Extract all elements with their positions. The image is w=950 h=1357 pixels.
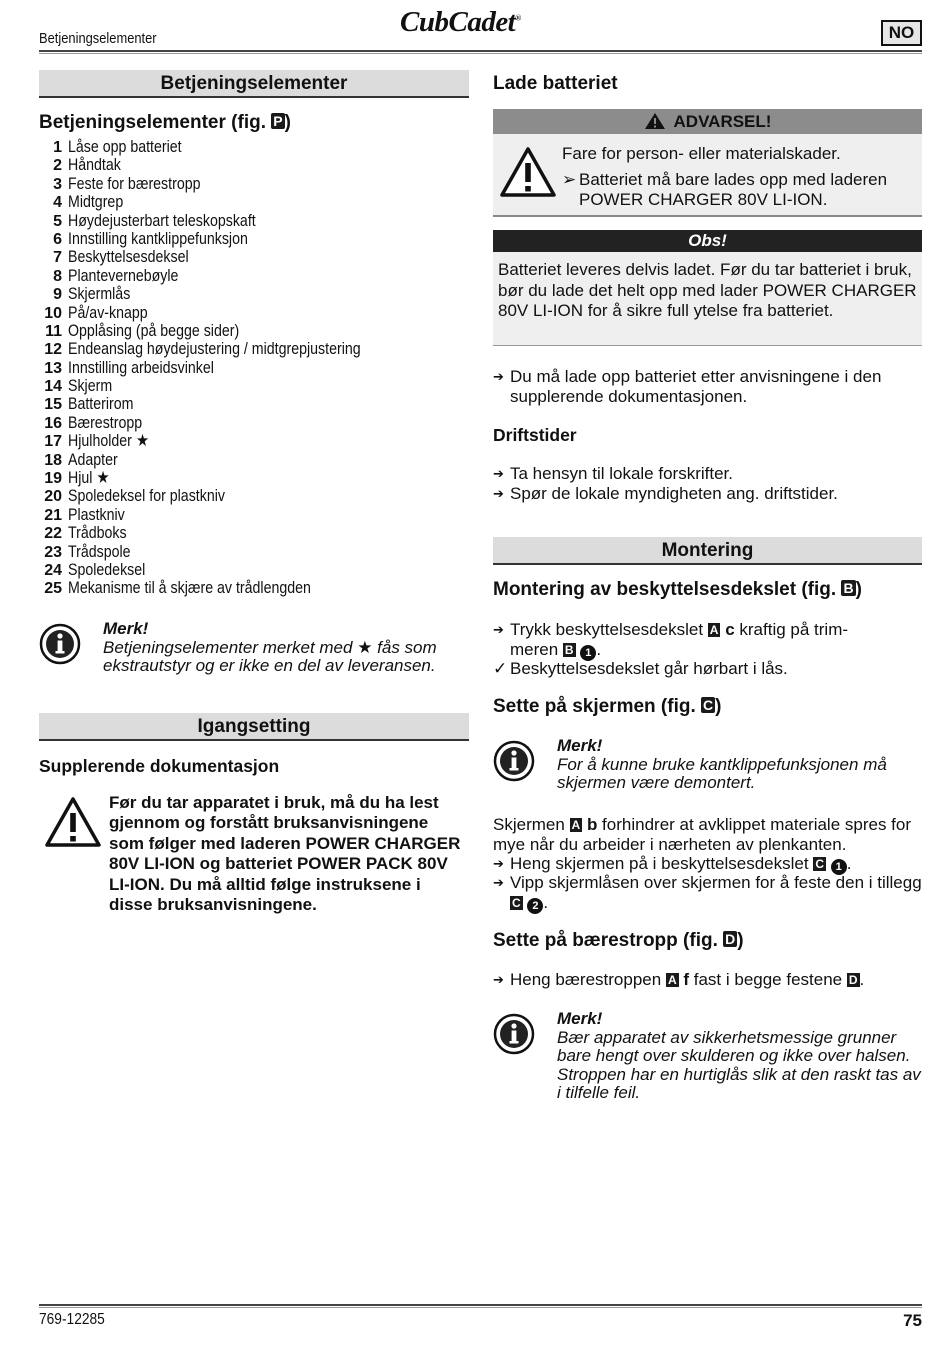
list-item (39, 193, 408, 211)
item-label: Plantevernebøyle (68, 266, 179, 285)
item-label: Skjermlås (68, 285, 131, 304)
info-icon (493, 740, 535, 782)
drift-heading: Driftstider (493, 425, 577, 445)
list-item (39, 156, 408, 174)
item-label: Spoledeksel (68, 560, 146, 579)
item-number: 22 (44, 525, 62, 543)
arrow-icon: ➔ (493, 467, 504, 482)
item-number: 3 (53, 175, 62, 193)
footer-rule (39, 1304, 922, 1308)
figure-tag: P (273, 113, 283, 129)
item-number: 23 (44, 543, 62, 561)
item-label: Innstilling kantklippefunksjon (68, 229, 248, 248)
figure-tag: C (703, 697, 714, 713)
screen-heading: Sette på skjermen (fig. C ) (493, 696, 722, 717)
section-bar-mounting: Montering (493, 537, 922, 565)
arrow-icon: ➔ (493, 857, 504, 872)
arrow-icon: ➔ (493, 623, 504, 638)
check-icon: ✓ (493, 659, 508, 678)
list-item (39, 212, 408, 230)
list-item (39, 561, 408, 579)
page-number: 75 (903, 1311, 922, 1330)
screen-step-2: ➔ Vipp skjermlåsen over skjermen for å feste den i tillegg C 2 . (493, 873, 922, 912)
drift-step-1: ➔ Ta hensyn til lokale forskrifter. (493, 464, 733, 483)
document-number: 769-12285 (39, 1311, 105, 1328)
item-number: 5 (53, 212, 62, 230)
arrow-icon: ➔ (493, 876, 504, 891)
note-title: Merk! (557, 1009, 603, 1028)
warning-box (493, 109, 922, 217)
language-badge: NO (881, 20, 922, 46)
item-number: 4 (53, 194, 62, 212)
item-label: Feste for bærestropp (68, 174, 201, 193)
warning-small-icon (644, 112, 666, 130)
brand-name: CubCadet (400, 6, 516, 38)
list-item (39, 359, 408, 377)
item-label: Trådspole (68, 542, 131, 561)
charge-step: ➔ Du må lade opp batteriet etter anvisningene i den supplerende dokumentasjonen. (493, 367, 882, 406)
list-item (39, 248, 408, 266)
chevron-icon: ➢ (562, 170, 577, 189)
item-label: Hjul ★ (68, 468, 110, 488)
item-number: 10 (44, 304, 62, 322)
warning-icon (499, 146, 557, 198)
info-icon (493, 1013, 535, 1055)
warning-title: ADVARSEL! (673, 112, 772, 131)
star-icon: ★ (131, 431, 150, 451)
obs-bar: Obs! (493, 230, 922, 252)
item-number: 1 (53, 139, 62, 156)
note-text: For å kunne bruke kantklippefunksjonen må skjermen være demontert. (557, 754, 887, 792)
note-box (39, 619, 469, 681)
list-item (39, 524, 408, 542)
item-label: Trådboks (68, 524, 127, 543)
item-number: 18 (44, 451, 62, 469)
star-icon: ★ (357, 637, 373, 657)
item-label: Hjulholder ★ (68, 431, 150, 451)
list-item (39, 230, 408, 248)
item-label: Låse opp batteriet (68, 138, 182, 156)
list-item (39, 395, 408, 413)
list-item (39, 414, 408, 432)
arrow-icon: ➔ (493, 370, 504, 385)
mount-heading: Montering av beskyttelsesdekslet (fig. B ) (493, 579, 862, 600)
registered-mark: ® (515, 13, 521, 23)
item-number: 25 (44, 580, 62, 598)
item-number: 15 (44, 396, 62, 414)
supplementary-warning: Før du tar apparatet i bruk, må du ha lest gjennom og forstått bruksanvisningene som følger med laderen POWER CHARGER 80V LI-ION og batteriet POWER PACK 80V LI-ION. Du må alltid følge instruksene i disse bruksanvisningene. (109, 793, 461, 915)
list-item (39, 451, 408, 469)
note-title: Merk! (103, 619, 149, 638)
brand-logo (400, 6, 521, 39)
item-number: 20 (44, 488, 62, 506)
strap-heading: Sette på bærestropp (fig. D ) (493, 930, 744, 951)
warning-text: Fare for person- eller materialskader. (562, 144, 841, 163)
item-label: Håndtak (68, 156, 121, 175)
list-item (39, 304, 408, 322)
figure-tag: B (843, 580, 854, 596)
list-item (39, 322, 408, 340)
item-label: Innstilling arbeidsvinkel (68, 358, 214, 377)
item-number: 7 (53, 249, 62, 267)
strap-step-1: ➔ Heng bærestroppen A f fast i begge festene D . (493, 970, 865, 989)
item-number: 21 (44, 506, 62, 524)
item-number: 16 (44, 414, 62, 432)
item-label: Adapter (68, 450, 118, 469)
item-label: Skjerm (68, 377, 113, 396)
item-label: Spoledeksel for plastkniv (68, 487, 225, 506)
controls-list (39, 138, 408, 598)
item-number: 24 (44, 561, 62, 579)
item-label: Mekanisme til å skjære av trådlengden (68, 579, 311, 598)
list-item (39, 543, 408, 561)
list-item (39, 579, 408, 597)
warning-icon (44, 796, 102, 848)
section-bar-controls: Betjeningselementer (39, 70, 469, 98)
info-icon (39, 623, 81, 665)
item-number: 9 (53, 286, 62, 304)
item-label: Beskyttelsesdeksel (68, 248, 189, 267)
note-box (493, 736, 923, 796)
item-number: 6 (53, 230, 62, 248)
warning-bar (493, 109, 922, 134)
list-item (39, 175, 408, 193)
item-number: 13 (44, 359, 62, 377)
list-item (39, 377, 408, 395)
note-text: Betjeningselementer merket med ★ fås som ekstrautstyr og er ikke en del av leveransen. (103, 637, 437, 675)
item-number: 12 (44, 341, 62, 359)
controls-heading: Betjeningselementer (fig. P ) (39, 112, 291, 133)
item-label: Opplåsing (på begge sider) (68, 321, 240, 340)
warning-item: ➢ Batteriet må bare lades opp med laderen POWER CHARGER 80V LI-ION. (562, 170, 888, 209)
item-number: 14 (44, 378, 62, 396)
note-title: Merk! (557, 736, 603, 755)
note-text: Bær apparatet av sikkerhetsmessige grunner bare hengt over skulderen og ikke over halsen. Stroppen har en hurtiglås slik at den raskt tas av i tilfelle feil. (557, 1027, 921, 1102)
section-bar-startup: Igangsetting (39, 713, 469, 741)
obs-text: Batteriet leveres delvis ladet. Før du tar batteriet i bruk, bør du lade det helt opp med lader POWER CHARGER 80V LI-ION for å sikre full ytelse fra batteriet. (493, 252, 922, 346)
item-number: 2 (53, 157, 62, 175)
item-number: 8 (53, 267, 62, 285)
item-label: På/av-knapp (68, 303, 148, 322)
item-number: 11 (45, 322, 62, 340)
mount-result: ✓ Beskyttelsesdekslet går hørbart i lås. (493, 659, 788, 678)
charge-heading: Lade batteriet (493, 73, 618, 94)
list-item (39, 432, 408, 450)
item-number: 19 (44, 470, 62, 488)
star-icon: ★ (92, 468, 110, 488)
list-item (39, 267, 408, 285)
item-label: Høydejusterbart teleskopskaft (68, 211, 256, 230)
screen-step-1: ➔ Heng skjermen på i beskyttelsesdekslet C 1 . (493, 854, 852, 873)
item-number: 17 (44, 433, 62, 451)
mount-step-1: ➔ Trykk beskyttelsesdekslet A c kraftig på trim-meren B 1 . (493, 620, 849, 659)
arrow-icon: ➔ (493, 487, 504, 502)
list-item (39, 469, 408, 487)
supplementary-docs-heading: Supplerende dokumentasjon (39, 756, 280, 776)
item-label: Bærestropp (68, 413, 143, 432)
list-item (39, 506, 408, 524)
item-label: Plastkniv (68, 505, 125, 524)
note-box (493, 1009, 923, 1104)
figure-tag: D (725, 931, 736, 947)
list-item (39, 285, 408, 303)
header-rule (39, 50, 922, 54)
item-label: Endeanslag høydejustering / midtgrepjustering (68, 340, 361, 359)
list-item (39, 138, 408, 156)
item-label: Midtgrep (68, 193, 124, 212)
list-item (39, 487, 408, 505)
list-item (39, 340, 408, 358)
screen-paragraph: Skjermen A b forhindrer at avklippet materiale spres for mye når du arbeider i nærheten av plenkanten. (493, 815, 912, 854)
drift-step-2: ➔ Spør de lokale myndigheten ang. driftstider. (493, 484, 838, 503)
running-header: Betjeningselementer (39, 30, 157, 47)
arrow-icon: ➔ (493, 973, 504, 988)
item-label: Batterirom (68, 395, 134, 414)
